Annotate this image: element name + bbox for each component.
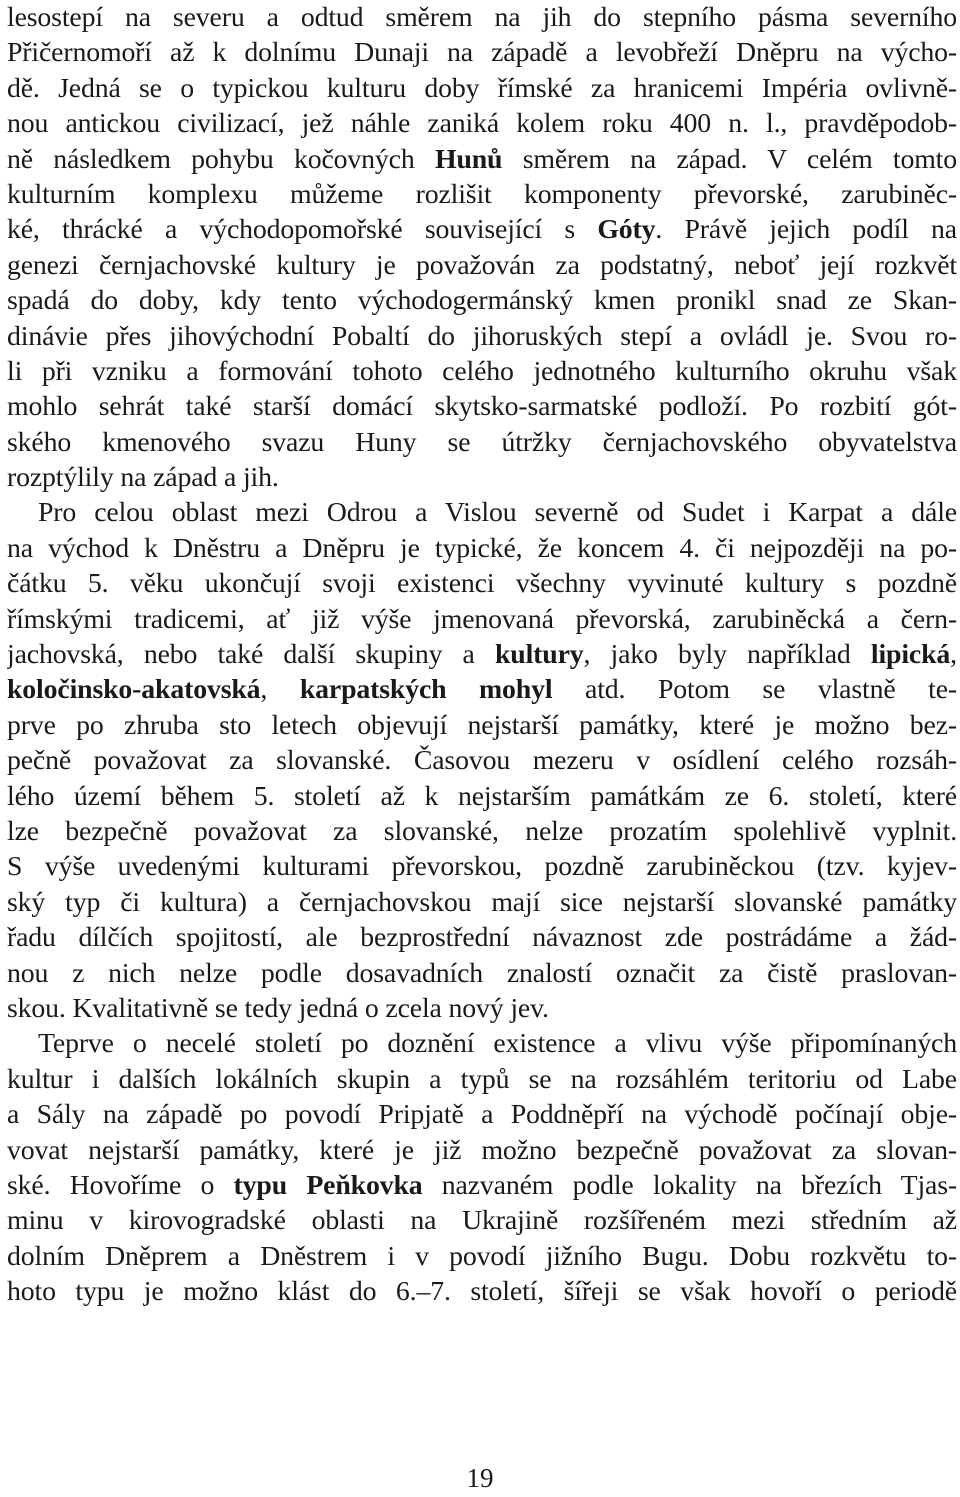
page-number: 19 bbox=[466, 1463, 494, 1493]
text-line bbox=[7, 991, 957, 1026]
text-line bbox=[7, 389, 957, 424]
text-run: lze bezpečně považovat za slovanské, nelze prozatím spolehlivě vyplnit. bbox=[7, 815, 957, 847]
text-line bbox=[7, 106, 957, 141]
text-line bbox=[7, 885, 957, 920]
text-run: čátku 5. věku ukončují svoji existenci všechny vyvinuté kultury s pozdně bbox=[7, 568, 957, 600]
bold-term: kultury bbox=[494, 639, 584, 671]
text-line bbox=[7, 1239, 957, 1274]
text-run: dolním Dněprem a Dněstrem i v povodí jižního Bugu. Dobu rozkvětu to- bbox=[7, 1240, 957, 1272]
text-line bbox=[7, 637, 957, 672]
text-line bbox=[7, 319, 957, 354]
text-run: mohlo sehrát také starší domácí skytsko-sarmatské podloží. Po rozbití gót- bbox=[7, 391, 957, 423]
text-line bbox=[7, 177, 957, 212]
text-run: . Právě jejich podíl na bbox=[655, 214, 957, 246]
bold-term: typu Peňkovka bbox=[233, 1169, 423, 1201]
text-run: minu v kirovogradské oblasti na Ukrajině rozšířeném mezi středním až bbox=[7, 1205, 957, 1237]
text-run: Pro celou oblast mezi Odrou a Vislou severně od Sudet i Karpat a dále bbox=[38, 497, 957, 529]
text-line bbox=[7, 283, 957, 318]
text-line bbox=[7, 708, 957, 743]
text-run: a Sály na západě po povodí Pripjatě a Poddněpří na východě počínají obje- bbox=[7, 1099, 957, 1131]
text-line bbox=[7, 495, 957, 530]
text-run: skou. Kvalitativně se tedy jedná o zcela nový jev. bbox=[7, 992, 549, 1024]
bold-term: koločinsko-akatovská bbox=[7, 674, 261, 706]
bold-term: lipická bbox=[870, 639, 951, 671]
text-run: dě. Jedná se o typickou kulturu doby římské za hranicemi Impéria ovlivně- bbox=[7, 72, 957, 104]
text-run: , bbox=[950, 639, 957, 671]
text-line bbox=[7, 1062, 957, 1097]
text-run: S výše uvedenými kulturami převorskou, pozdně zarubiněckou (tzv. kyjev- bbox=[7, 851, 957, 883]
text-line bbox=[7, 248, 957, 283]
text-line bbox=[7, 566, 957, 601]
text-run: římskými tradicemi, ať již výše jmenovaná převorská, zarubiněcká a čern- bbox=[7, 603, 957, 635]
text-line bbox=[7, 460, 957, 495]
text-line bbox=[7, 1097, 957, 1132]
text-line bbox=[7, 531, 957, 566]
text-run: směrem na západ. V celém tomto bbox=[502, 143, 957, 175]
text-run: vovat nejstarší památky, které je již možno bezpečně považovat za slovan- bbox=[7, 1134, 957, 1166]
text-run: genezi černjachovské kultury je považován za podstatný, neboť její rozkvět bbox=[7, 249, 957, 281]
text-run: Teprve o necelé století po doznění existence a vlivu výše připomínaných bbox=[38, 1028, 957, 1060]
text-run: atd. Potom se vlastně te- bbox=[552, 674, 957, 706]
text-line bbox=[7, 779, 957, 814]
text-run: nou z nich nelze podle dosavadních znalostí označit za čistě praslovan- bbox=[7, 957, 957, 989]
text-line bbox=[7, 849, 957, 884]
text-run: ké, thrácké a východopomořské související s bbox=[7, 214, 598, 246]
text-line bbox=[7, 425, 957, 460]
text-line bbox=[7, 743, 957, 778]
text-line bbox=[7, 212, 957, 247]
text-line bbox=[7, 354, 957, 389]
text-line bbox=[7, 1168, 957, 1203]
text-line bbox=[7, 1133, 957, 1168]
bold-term: Góty bbox=[597, 214, 656, 246]
text-line bbox=[7, 71, 957, 106]
text-run: dinávie přes jihovýchodní Pobaltí do jihoruských stepí a ovládl je. Svou ro- bbox=[7, 320, 957, 352]
text-line bbox=[7, 672, 957, 707]
text-run: kultur i dalších lokálních skupin a typů se na rozsáhlém teritoriu od Labe bbox=[7, 1063, 957, 1095]
text-line bbox=[7, 602, 957, 637]
text-run: ské. Hovoříme o bbox=[7, 1169, 234, 1201]
text-run: prve po zhruba sto letech objevují nejstarší památky, které je možno bez- bbox=[7, 709, 957, 741]
text-run: jachovská, nebo také další skupiny a bbox=[7, 639, 495, 671]
text-run: , bbox=[260, 674, 300, 706]
text-run: ský typ či kultura) a černjachovskou mají sice nejstarší slovanské památky bbox=[7, 886, 957, 918]
body-text bbox=[7, 0, 957, 1309]
text-line bbox=[7, 814, 957, 849]
text-run: řadu dílčích spojitostí, ale bezprostřední návaznost zde postrádáme a žád- bbox=[7, 922, 957, 954]
text-run: ského kmenového svazu Huny se útržky černjachovského obyvatelstva bbox=[7, 426, 957, 458]
text-run: spadá do doby, kdy tento východogermánský kmen pronikl snad ze Skan- bbox=[7, 285, 957, 317]
text-run: , jako byly například bbox=[583, 639, 871, 671]
text-run: hoto typu je možno klást do 6.–7. století, šířeji se však hovoří o periodě bbox=[7, 1276, 957, 1308]
text-run: nazvaném podle lokality na březích Tjas- bbox=[422, 1169, 957, 1201]
text-run: rozptýlily na západ a jih. bbox=[7, 462, 279, 494]
bold-term: karpatských mohyl bbox=[299, 674, 553, 706]
text-line bbox=[7, 956, 957, 991]
text-line bbox=[7, 142, 957, 177]
text-run: lého území během 5. století až k nejstarším památkám ze 6. století, které bbox=[7, 780, 957, 812]
text-line bbox=[7, 920, 957, 955]
text-run: lesostepí na severu a odtud směrem na jih do stepního pásma severního bbox=[7, 2, 957, 33]
text-run: Přičernomoří až k dolnímu Dunaji na západě a levobřeží Dněpru na výcho- bbox=[7, 37, 957, 69]
text-run: li při vzniku a formování tohoto celého jednotného kulturního okruhu však bbox=[7, 355, 957, 387]
text-line bbox=[7, 1203, 957, 1238]
text-run: pečně považovat za slovanské. Časovou mezeru v osídlení celého rozsáh- bbox=[7, 745, 957, 777]
text-run: kulturním komplexu můžeme rozlišit komponenty převorské, zarubiněc- bbox=[7, 178, 957, 210]
text-line bbox=[7, 1274, 957, 1309]
text-run: na východ k Dněstru a Dněpru je typické, že koncem 4. či nejpozději na po- bbox=[7, 532, 957, 564]
text-line bbox=[7, 0, 957, 35]
text-run: nou antickou civilizací, jež náhle zaniká kolem roku 400 n. l., pravděpodob- bbox=[7, 108, 957, 140]
bold-term: Hunů bbox=[434, 143, 503, 175]
text-line bbox=[7, 35, 957, 70]
text-run: ně následkem pohybu kočovných bbox=[7, 143, 435, 175]
text-line bbox=[7, 1026, 957, 1061]
